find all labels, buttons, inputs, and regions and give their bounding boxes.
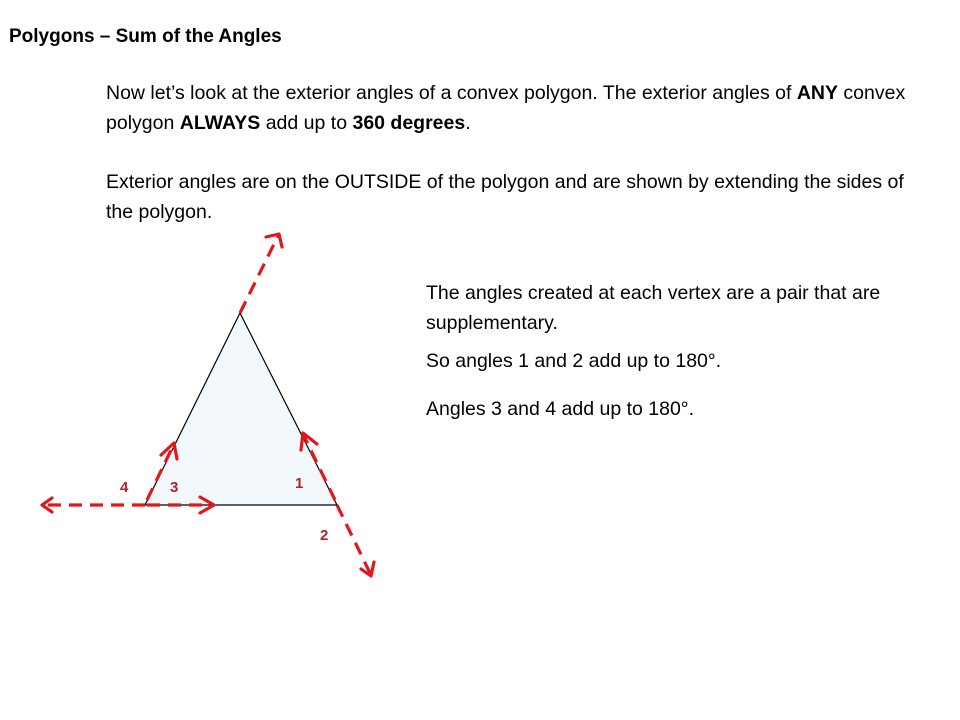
angles-1-2-text: So angles 1 and 2 add up to 180°.: [426, 350, 722, 372]
intro-text-c: convex polygon: [106, 82, 906, 134]
intro-text-g: .: [465, 112, 471, 134]
page-title: Polygons – Sum of the Angles: [9, 26, 282, 47]
extension-top: [240, 236, 278, 313]
intro-text-always: ALWAYS: [179, 112, 261, 134]
intro-text-any: ANY: [796, 82, 839, 104]
angle-label-2: 2: [320, 527, 329, 544]
angle-label-1: 1: [295, 475, 304, 492]
extension-right: [337, 505, 370, 573]
supplementary-text: The angles created at each vertex are a pair that are supplementary.: [426, 282, 881, 334]
intro-text-360: 360 degrees: [352, 112, 466, 134]
exterior-paragraph: Exterior angles are on the OUTSIDE of the polygon and are shown by extending the sides of the polygon.: [106, 171, 904, 223]
intro-text-e: add up to: [260, 112, 353, 134]
triangle: [145, 313, 337, 505]
angle-label-4: 4: [120, 479, 129, 496]
angle-label-3: 3: [170, 479, 179, 496]
angles-3-4-text: Angles 3 and 4 add up to 180°.: [426, 398, 695, 420]
intro-text-a: Now let’s look at the exterior angles of a convex polygon. The exterior angles of: [106, 82, 797, 104]
